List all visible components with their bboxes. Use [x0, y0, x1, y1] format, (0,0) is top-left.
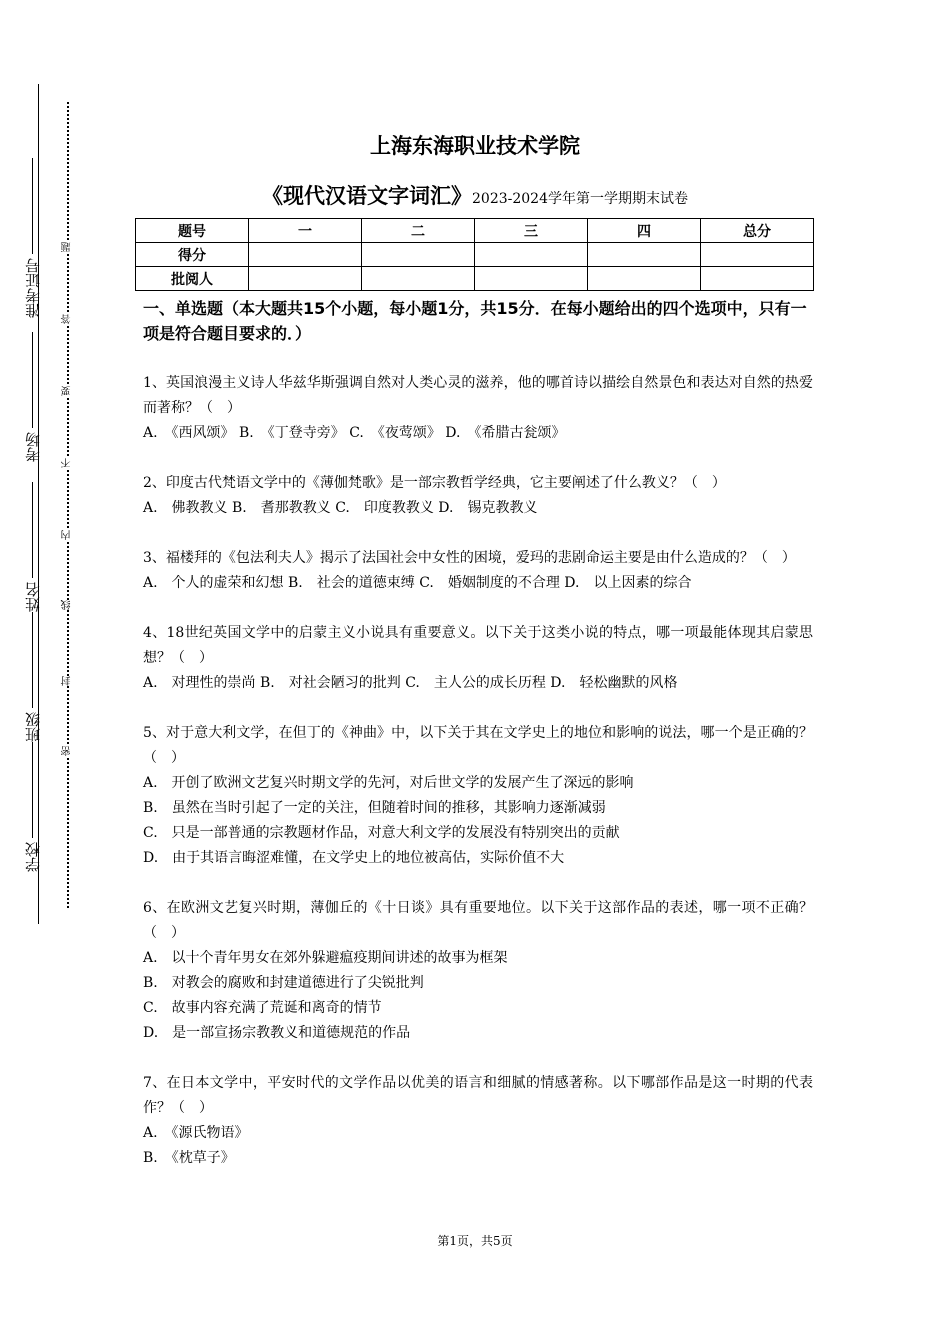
- exam-room-blank: [33, 332, 34, 428]
- question-options: A. 个人的虚荣和幻想 B. 社会的道德束缚 C. 婚姻制度的不合理 D. 以上因素的综合: [143, 575, 692, 591]
- grader-input-cell[interactable]: [249, 267, 362, 291]
- score-input-cell[interactable]: [249, 243, 362, 267]
- score-table-header: [136, 219, 814, 243]
- question-stem: 1、英国浪漫主义诗人华兹华斯强调自然对人类心灵的滋养，他的哪首诗以描绘自然景色和表达对自然的热爱而著称？（ ）: [143, 375, 813, 416]
- page-footer: 第1页，共5页: [437, 1234, 513, 1248]
- exam-room-field: [20, 332, 46, 462]
- seal-char: 要: [58, 386, 78, 396]
- question-7: [143, 1071, 813, 1171]
- seal-char: 答: [58, 314, 78, 324]
- score-input-cell[interactable]: [362, 243, 475, 267]
- class-label: 班级: [24, 712, 42, 742]
- school-title: 上海东海职业技术学院: [370, 134, 580, 158]
- question-stem: 4、18世纪英国文学中的启蒙主义小说具有重要意义。以下关于这类小说的特点，哪一项最能体现其启蒙思想？（ ）: [143, 625, 813, 666]
- option-a: A. 以十个青年男女在郊外躲避瘟疫期间讲述的故事为框架: [143, 950, 508, 966]
- seal-char: 密: [58, 746, 78, 756]
- name-blank: [33, 482, 34, 578]
- question-stem: 3、福楼拜的《包法利夫人》揭示了法国社会中女性的困境，爱玛的悲剧命运主要是由什么造成的？（ ）: [143, 550, 796, 566]
- question-options: A. 《西风颂》 B. 《丁登寺旁》 C. 《夜莺颂》 D. 《希腊古瓮颂》: [143, 425, 566, 441]
- question-stem: 2、印度古代梵语文学中的《薄伽梵歌》是一部宗教哲学经典，它主要阐述了什么教义？（ ）: [143, 475, 726, 491]
- exam-title: [0, 180, 950, 210]
- table-cell: 一: [249, 219, 362, 243]
- grader-input-cell[interactable]: [475, 267, 588, 291]
- question-stem: 6、在欧洲文艺复兴时期，薄伽丘的《十日谈》具有重要地位。以下关于这部作品的表述，哪一项不正确？（ ）: [143, 900, 813, 941]
- option-b: B. 《枕草子》: [143, 1150, 235, 1166]
- table-cell: 得分: [136, 243, 249, 267]
- name-label: 姓名: [24, 582, 42, 612]
- question-1: [143, 371, 813, 446]
- name-field: [20, 482, 46, 612]
- grader-input-cell[interactable]: [362, 267, 475, 291]
- grader-input-cell[interactable]: [588, 267, 701, 291]
- option-b: B. 对教会的腐败和封建道德进行了尖锐批判: [143, 975, 424, 991]
- table-cell: 四: [588, 219, 701, 243]
- question-2: [143, 471, 813, 521]
- term-title: 2023-2024学年第一学期期末试卷: [472, 191, 688, 207]
- question-6: [143, 896, 813, 1046]
- table-cell: 总分: [701, 219, 814, 243]
- exam-room-label: 考场: [24, 432, 42, 462]
- score-input-cell[interactable]: [701, 243, 814, 267]
- seal-char: 内: [58, 530, 78, 540]
- score-input-cell[interactable]: [475, 243, 588, 267]
- score-table: [135, 218, 814, 291]
- question-options: A. 对理性的崇尚 B. 对社会陋习的批判 C. 主人公的成长历程 D. 轻松幽默的风格: [143, 675, 678, 691]
- option-d: D. 由于其语言晦涩难懂，在文学史上的地位被高估，实际价值不大: [143, 850, 565, 866]
- question-options: A. 佛教教义 B. 耆那教教义 C. 印度教教义 D. 锡克教教义: [143, 500, 538, 516]
- ticket-number-label: 准考证号: [24, 258, 42, 318]
- school-label: 学校: [24, 842, 42, 872]
- section-title: 一、单选题（本大题共15个小题，每小题1分，共15分．在每小题给出的四个选项中，只有一项是符合题目要求的．）: [143, 299, 807, 343]
- seal-char: 不: [58, 458, 78, 468]
- option-d: D. 是一部宣扬宗教教义和道德规范的作品: [143, 1025, 411, 1041]
- question-stem: 7、在日本文学中，平安时代的文学作品以优美的语言和细腻的情感著称。以下哪部作品是这一时期的代表作？（ ）: [143, 1075, 813, 1116]
- seal-dotted-line: [67, 102, 69, 908]
- table-cell: 批阅人: [136, 267, 249, 291]
- option-c: C. 故事内容充满了荒诞和离奇的情节: [143, 1000, 382, 1016]
- seal-char: 封: [58, 676, 78, 686]
- seal-char: 题: [58, 242, 78, 252]
- course-title: 《现代汉语文字词汇》: [262, 184, 472, 208]
- grader-row: [136, 267, 814, 291]
- question-4: [143, 621, 813, 696]
- table-cell: 三: [475, 219, 588, 243]
- school-field: [20, 742, 46, 872]
- table-cell: 题号: [136, 219, 249, 243]
- class-field: [20, 612, 46, 742]
- question-3: [143, 546, 813, 596]
- class-blank: [33, 612, 34, 708]
- option-a: A. 《源氏物语》: [143, 1125, 249, 1141]
- school-blank: [33, 742, 34, 838]
- table-cell: 二: [362, 219, 475, 243]
- option-a: A. 开创了欧洲文艺复兴时期文学的先河，对后世文学的发展产生了深远的影响: [143, 775, 634, 791]
- score-row: [136, 243, 814, 267]
- question-stem: 5、对于意大利文学，在但丁的《神曲》中，以下关于其在文学史上的地位和影响的说法，哪一个是正确的？（ ）: [143, 725, 813, 766]
- exam-content: [143, 296, 813, 1171]
- option-b: B. 虽然在当时引起了一定的关注，但随着时间的推移，其影响力逐渐减弱: [143, 800, 606, 816]
- seal-char: 线: [58, 600, 78, 610]
- grader-input-cell[interactable]: [701, 267, 814, 291]
- score-input-cell[interactable]: [588, 243, 701, 267]
- option-c: C. 只是一部普通的宗教题材作品，对意大利文学的发展没有特别突出的贡献: [143, 825, 620, 841]
- question-5: [143, 721, 813, 871]
